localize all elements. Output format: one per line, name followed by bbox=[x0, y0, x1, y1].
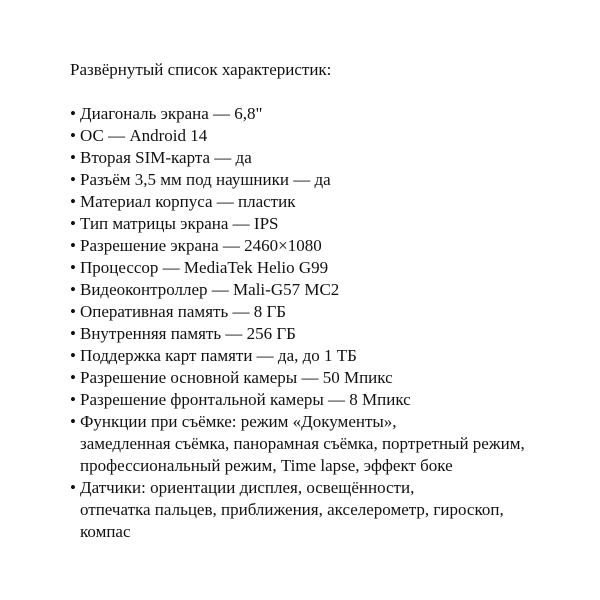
spec-text: Материал корпуса — пластик bbox=[80, 192, 296, 211]
spec-text: Разрешение экрана — 2460×1080 bbox=[80, 236, 322, 255]
spec-text: Процессор — MediaTek Helio G99 bbox=[80, 258, 329, 277]
bullet-icon: • bbox=[70, 280, 76, 299]
bullet-icon: • bbox=[70, 126, 76, 145]
bullet-icon: • bbox=[70, 236, 76, 255]
spec-item bbox=[70, 257, 590, 279]
spec-text: профессиональный режим, Time lapse, эффект боке bbox=[80, 456, 453, 475]
bullet-icon: • bbox=[70, 478, 76, 497]
bullet-icon: • bbox=[70, 368, 76, 387]
spec-item-camera-features bbox=[70, 411, 590, 477]
spec-text: Диагональ экрана — 6,8" bbox=[80, 104, 263, 123]
spec-item bbox=[70, 301, 590, 323]
spec-text: Функции при съёмке: режим «Документы», bbox=[80, 412, 397, 431]
bullet-icon: • bbox=[70, 346, 76, 365]
bullet-icon: • bbox=[70, 324, 76, 343]
spec-item bbox=[70, 191, 590, 213]
bullet-icon: • bbox=[70, 302, 76, 321]
spec-item bbox=[70, 213, 590, 235]
spec-text: Внутренняя память — 256 ГБ bbox=[80, 324, 296, 343]
spec-text: Оперативная память — 8 ГБ bbox=[80, 302, 287, 321]
bullet-icon: • bbox=[70, 192, 76, 211]
spec-text: Разъём 3,5 мм под наушники — да bbox=[80, 170, 331, 189]
spec-text: Разрешение основной камеры — 50 Мпикс bbox=[80, 368, 393, 387]
spec-text: отпечатка пальцев, приближения, акселерометр, гироскоп, bbox=[80, 500, 504, 519]
spec-item bbox=[70, 103, 590, 125]
bullet-icon: • bbox=[70, 170, 76, 189]
spec-list bbox=[70, 103, 590, 543]
spec-text: компас bbox=[80, 522, 131, 541]
spec-item bbox=[70, 235, 590, 257]
spec-item bbox=[70, 323, 590, 345]
spec-text: ОС — Android 14 bbox=[80, 126, 208, 145]
bullet-icon: • bbox=[70, 104, 76, 123]
spec-text: Разрешение фронтальной камеры — 8 Мпикс bbox=[80, 390, 411, 409]
bullet-icon: • bbox=[70, 258, 76, 277]
bullet-icon: • bbox=[70, 412, 76, 431]
document-title: Развёрнутый список характеристик: bbox=[70, 60, 332, 79]
spec-text: Тип матрицы экрана — IPS bbox=[80, 214, 279, 233]
spec-item bbox=[70, 125, 590, 147]
spec-text: Датчики: ориентации дисплея, освещённости, bbox=[80, 478, 415, 497]
spec-text: Вторая SIM-карта — да bbox=[80, 148, 252, 167]
spec-item bbox=[70, 389, 590, 411]
spec-item bbox=[70, 345, 590, 367]
spec-item bbox=[70, 367, 590, 389]
spec-item bbox=[70, 279, 590, 301]
spec-text: замедленная съёмка, панорамная съёмка, портретный режим, bbox=[80, 434, 525, 453]
bullet-icon: • bbox=[70, 390, 76, 409]
spec-item-sensors bbox=[70, 477, 590, 543]
spec-item bbox=[70, 147, 590, 169]
spec-document bbox=[70, 59, 590, 543]
spec-text: Видеоконтроллер — Mali-G57 MC2 bbox=[80, 280, 340, 299]
spec-item bbox=[70, 169, 590, 191]
bullet-icon: • bbox=[70, 148, 76, 167]
spec-text: Поддержка карт памяти — да, до 1 ТБ bbox=[80, 346, 357, 365]
bullet-icon: • bbox=[70, 214, 76, 233]
